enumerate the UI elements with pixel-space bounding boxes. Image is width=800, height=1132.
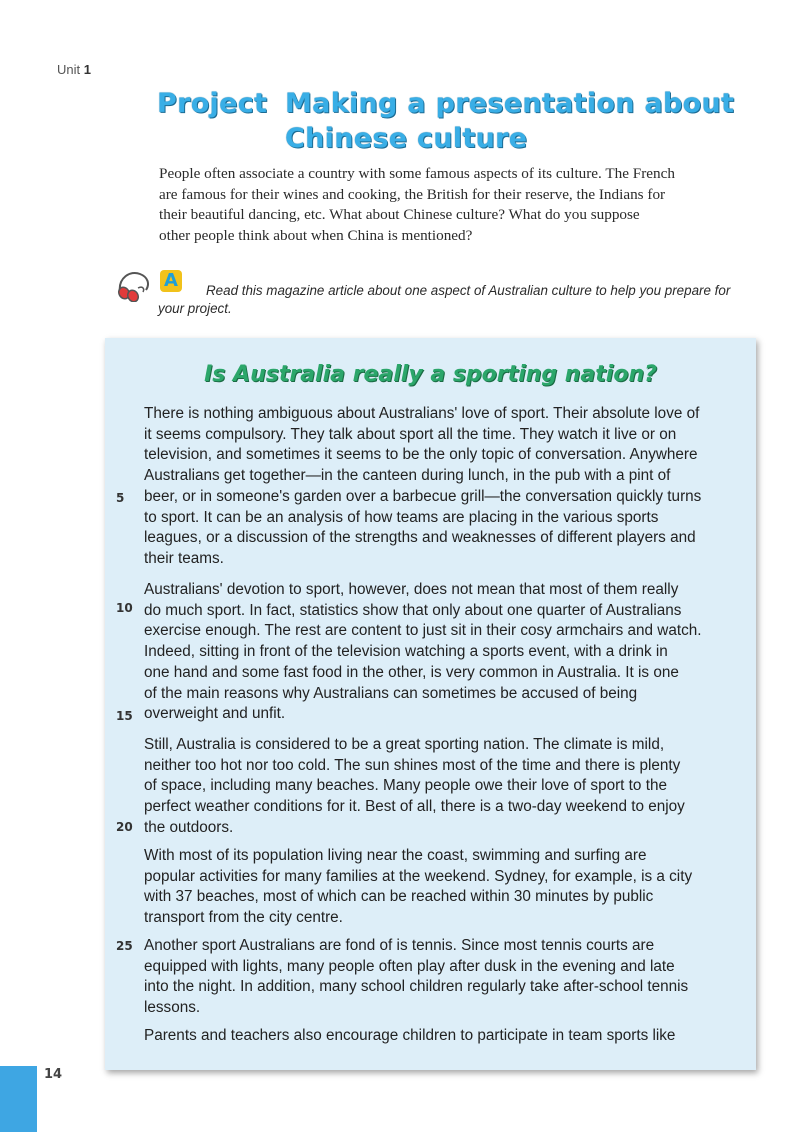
line-number: 20 (116, 820, 133, 834)
text-line: beer, or in someone's garden over a barbecue grill—the conversation quickly turns (144, 487, 702, 505)
intro-line: other people think about when China is mentioned? (159, 226, 473, 244)
text-line: one hand and some fast food in the other, is very common in Australia. It is one (144, 663, 679, 681)
line-number: 25 (116, 939, 133, 953)
article-paragraph-6 (144, 1026, 744, 1047)
title-line-2: Chinese culture (285, 123, 528, 154)
text-line: Australians' devotion to sport, however, does not mean that most of them really (144, 581, 679, 598)
article-paragraph-4 (144, 846, 744, 929)
unit-word: Unit (57, 62, 81, 77)
unit-number: 1 (83, 62, 91, 77)
text-line: with 37 beaches, most of which can be reached within 30 minutes by public (144, 888, 654, 906)
line-number: 5 (116, 491, 125, 505)
title-line-1: Making a presentation about (285, 88, 735, 119)
text-line: There is nothing ambiguous about Australians' love of sport. Their absolute love of (144, 405, 700, 422)
text-line: popular activities for many families at the weekend. Sydney, for example, is a city (144, 867, 693, 885)
activity-letter-badge: A (160, 270, 182, 292)
text-line: into the night. In addition, many school children regularly take after-school tennis (144, 978, 689, 996)
text-line: television, and sometimes it seems to be the only topic of conversation. Anywhere (144, 446, 698, 464)
text-line: overweight and unfit. (144, 705, 286, 723)
page-number: 14 (44, 1067, 63, 1082)
page-edge-tab (0, 1066, 37, 1132)
text-line: leagues, or a discussion of the strengths and weaknesses of different players and (144, 529, 696, 547)
line-number: 10 (116, 601, 133, 615)
article-paragraph-3 (144, 735, 744, 839)
article-box (105, 338, 756, 1070)
headphones-icon (112, 268, 154, 302)
intro-line: their beautiful dancing, etc. What about Chinese culture? What do you suppose (159, 206, 640, 223)
text-line: to sport. It can be an analysis of how teams are placing in the various sports (144, 508, 659, 526)
intro-paragraph (159, 164, 759, 246)
instruction-text: Read this magazine article about one aspect of Australian culture to help you prepare for your project. (158, 283, 731, 316)
text-line: Another sport Australians are fond of is tennis. Since most tennis courts are (144, 937, 655, 954)
text-line: Australians get together—in the canteen during lunch, in the pub with a pint of (144, 467, 671, 485)
text-line: of space, including many beaches. Many people owe their love of sport to the (144, 777, 667, 795)
text-line: do much sport. In fact, statistics show that only about one quarter of Australians (144, 601, 682, 619)
text-line: lessons. (144, 999, 201, 1017)
text-line: their teams. (144, 549, 224, 567)
text-line: transport from the city centre. (144, 909, 343, 927)
text-line: Parents and teachers also encourage children to participate in team sports like (144, 1027, 676, 1044)
text-line: equipped with lights, many people often play after dusk in the evening and late (144, 957, 675, 975)
text-line: With most of its population living near the coast, swimming and surfing are (144, 847, 647, 864)
line-number: 15 (116, 709, 133, 723)
intro-line: People often associate a country with some famous aspects of its culture. The French (159, 165, 675, 182)
intro-line: are famous for their wines and cooking, the British for their reserve, the Indians for (159, 185, 666, 203)
article-title: Is Australia really a sporting nation? (204, 362, 657, 387)
text-line: it seems compulsory. They talk about sport all the time. They watch it live or on (144, 425, 677, 443)
article-paragraph-1 (144, 404, 744, 570)
page-title (157, 86, 757, 156)
unit-label (57, 62, 91, 77)
article-paragraph-2 (144, 580, 744, 725)
article-paragraph-5 (144, 936, 744, 1019)
text-line: Indeed, sitting in front of the television watching a sports event, with a drink in (144, 643, 668, 661)
text-line: perfect weather conditions for it. Best of all, there is a two-day weekend to enjoy (144, 798, 685, 816)
project-label: Project (157, 88, 268, 119)
text-line: the outdoors. (144, 818, 234, 836)
text-line: exercise enough. The rest are content to just sit in their cosy armchairs and watch. (144, 622, 702, 640)
text-line: Still, Australia is considered to be a great sporting nation. The climate is mild, (144, 736, 665, 753)
text-line: neither too hot nor too cold. The sun shines most of the time and there is plenty (144, 756, 681, 774)
text-line: of the main reasons why Australians can sometimes be accused of being (144, 684, 638, 702)
